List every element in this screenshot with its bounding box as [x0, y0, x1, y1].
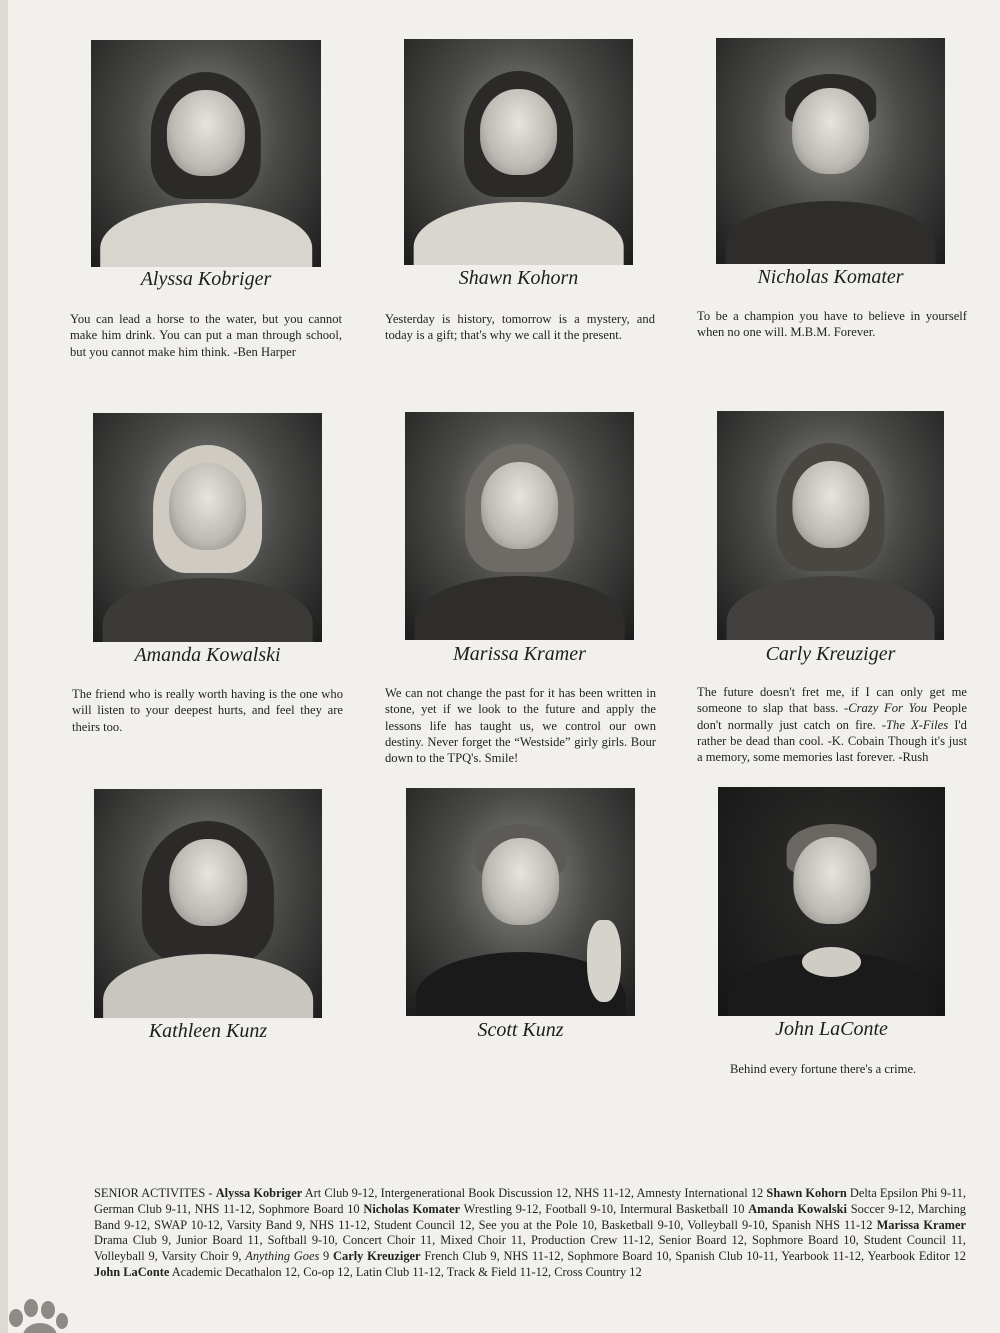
page-binding-edge: [0, 0, 8, 1333]
senior-name: Amanda Kowalski: [134, 644, 281, 666]
portrait-amanda-kowalski: [93, 413, 322, 642]
senior-name: Scott Kunz: [477, 1019, 564, 1041]
quote-title-italic: Crazy For You: [848, 701, 928, 716]
senior-quote: Behind every fortune there's a crime.: [730, 1062, 917, 1076]
activity-list: Delta Epsilon Phi 9-11, German Club 9-11, NHS 11-12, Sophmore Board 10: [94, 1186, 967, 1216]
senior-quote: Yesterday is history, tomorrow is a mystery, and today is a gift; that's why we call it the present.: [385, 312, 655, 343]
activity-list: Drama Club 9, Junior Board 11, Softball 9-10, Concert Choir 11, Mixed Choir 11, Production Crew 11-12, Senior Board 12, Sophmore Board 10, Student Council 11, Volleyball 9, Varsity Choir 9,: [94, 1233, 966, 1264]
paw-print-icon: [0, 1288, 80, 1333]
senior-quote: The friend who is really worth having is the one who will listen to your deepest hurts, and feel they are theirs too.: [72, 687, 343, 734]
activity-list: Academic Decathalon 12, Co-op 12, Latin Club 11-12, Track & Field 11-12, Cross Country 12: [169, 1264, 642, 1279]
activity-student-name: Carly Kreuziger: [333, 1249, 421, 1264]
portrait-nicholas-komater: [716, 38, 945, 264]
senior-quote: We can not change the past for it has been written in stone, yet if we look to the future and apply the lessons life has taught us, we control our own destiny. Never forget the “Westside” girly girls. Bour down to the TPQ's. Smile!: [385, 686, 656, 766]
senior-quote: [697, 684, 967, 765]
activity-list: Wrestling 9-12, Football 9-10, Intermural Basketball 10: [460, 1201, 749, 1216]
portrait-kathleen-kunz: [94, 789, 322, 1018]
portrait-marissa-kramer: [405, 412, 634, 640]
senior-name: Shawn Kohorn: [458, 267, 579, 289]
quote-title-italic: The X-Files: [886, 717, 949, 732]
activity-list: 9: [319, 1249, 334, 1264]
portrait-john-laconte: [718, 787, 945, 1016]
senior-name: Alyssa Kobriger: [140, 268, 272, 290]
activity-student-name: Nicholas Komater: [363, 1201, 461, 1216]
activity-student-name: John LaConte: [94, 1264, 170, 1279]
senior-name: Kathleen Kunz: [148, 1020, 268, 1042]
portrait-carly-kreuziger: [717, 411, 944, 640]
shirt-logo: [802, 947, 861, 977]
activities-heading: SENIOR ACTIVITES -: [94, 1186, 216, 1200]
activity-list: Art Club 9-12, Intergenerational Book Discussion 12, NHS 11-12, Amnesty International 12: [302, 1186, 767, 1200]
senior-name: John LaConte: [775, 1018, 888, 1040]
portrait-scott-kunz: [406, 788, 635, 1016]
senior-activities: [94, 1186, 966, 1281]
activity-list: French Club 9, NHS 11-12, Sophmore Board 10, Spanish Club 10-11, Yearbook 11-12, Yearbook Editor 12: [420, 1249, 966, 1264]
activity-student-name: Alyssa Kobriger: [215, 1186, 303, 1200]
portrait-alyssa-kobriger: [91, 40, 321, 267]
quote-text: The future doesn't fret me, if I can only get me someone to slap that bass. -: [697, 685, 967, 716]
senior-quote: To be a champion you have to believe in yourself when no one will. M.B.M. Forever.: [697, 309, 967, 340]
senior-quote: You can lead a horse to the water, but you cannot make him drink. You can put a man through school, but you cannot make him think. -Ben Harper: [70, 312, 342, 359]
quote-text: I'd rather be dead than cool. -K. Cobain Though it's just a memory, some memories last forever. -Rush: [697, 717, 967, 765]
activity-show-title: Anything Goes: [245, 1249, 320, 1264]
activity-list: Soccer 9-12, Marching Band 9-12, SWAP 10-12, Varsity Band 9, NHS 11-12, Student Council 12, See you at the Pole 10, Basketball 9-10, Volleyball 9-10, Spanish NHS 11-12: [94, 1201, 966, 1232]
activity-student-name: Shawn Kohorn: [766, 1186, 847, 1200]
quote-text: People don't normally just catch on fire. -: [697, 701, 967, 732]
activity-student-name: Marissa Kramer: [876, 1217, 966, 1232]
senior-name: Marissa Kramer: [453, 643, 586, 665]
portrait-shawn-kohorn: [404, 39, 633, 265]
senior-name: Nicholas Komater: [757, 266, 904, 288]
activity-student-name: Amanda Kowalski: [748, 1201, 847, 1216]
senior-name: Carly Kreuziger: [765, 643, 896, 665]
vase-prop: [587, 920, 621, 1002]
